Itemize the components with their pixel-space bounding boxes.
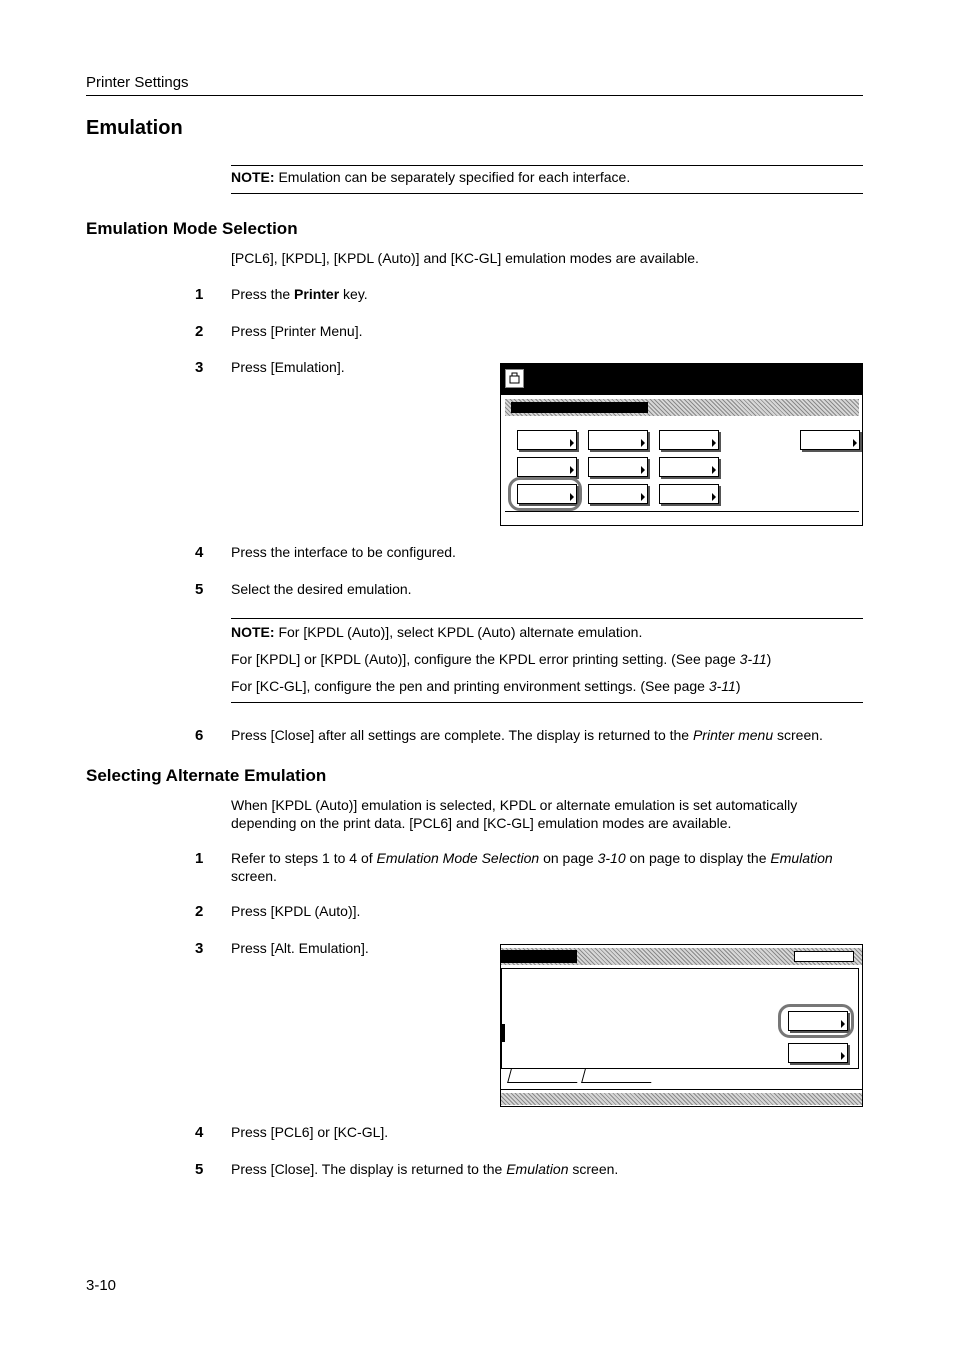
screen-title-label (501, 950, 577, 963)
section-heading-emulation-mode-selection: Emulation Mode Selection (86, 219, 298, 238)
note-box-1 (231, 165, 863, 194)
note-text: Emulation can be separately specified for each interface. (278, 169, 631, 185)
option-button[interactable] (788, 1043, 848, 1063)
step-number: 5 (195, 1161, 204, 1178)
page-number: 3-10 (86, 1277, 117, 1294)
step-number: 5 (195, 581, 204, 598)
menu-button[interactable] (588, 430, 648, 450)
step-text: Press the interface to be configured. (231, 544, 456, 560)
step-number: 3 (195, 940, 204, 957)
close-button[interactable] (794, 951, 854, 962)
step-text: Press [Emulation]. (231, 359, 345, 375)
section-intro: [PCL6], [KPDL], [KPDL (Auto)] and [KC-GL] emulation modes are available. (231, 250, 699, 266)
menu-title-label (511, 402, 648, 413)
step-number: 1 (195, 850, 204, 867)
step-number: 4 (195, 1124, 204, 1141)
menu-button[interactable] (517, 430, 577, 450)
step-number: 6 (195, 727, 204, 744)
step-text: Press [Close]. The display is returned to the Emulation screen. (231, 1161, 619, 1177)
printer-mode-icon (505, 369, 524, 388)
step-text: Press [Alt. Emulation]. (231, 940, 369, 956)
step-number: 2 (195, 903, 204, 920)
step-number: 1 (195, 286, 204, 303)
note-line: For [KPDL] or [KPDL (Auto)], configure the KPDL error printing setting. (See page 3-11) (231, 651, 772, 667)
section-intro: When [KPDL (Auto)] emulation is selected, KPDL or alternate emulation is set automatically depending on the print data. [PCL6] and [KC-GL] emulation modes are available. (231, 797, 798, 831)
step-number: 3 (195, 359, 204, 376)
tab[interactable] (507, 1069, 581, 1083)
emulation-screen (500, 944, 863, 1107)
tab[interactable] (581, 1069, 655, 1083)
screen-divider (501, 1089, 862, 1090)
screen-divider (505, 511, 859, 512)
step-text: Refer to steps 1 to 4 of Emulation Mode Selection on page 3-10 on page to display the Emulation screen. (231, 850, 833, 884)
close-button[interactable] (800, 430, 860, 450)
note-line: For [KPDL (Auto)], select KPDL (Auto) alternate emulation. (278, 624, 643, 640)
step-text: Press the Printer key. (231, 286, 368, 302)
menu-button[interactable] (659, 484, 719, 504)
note-label: NOTE: (231, 624, 275, 640)
menu-button[interactable] (517, 457, 577, 477)
page-title: Emulation (86, 117, 183, 139)
step-number: 4 (195, 544, 204, 561)
screen-title-bar (501, 364, 862, 395)
menu-button[interactable] (659, 457, 719, 477)
menu-button[interactable] (588, 484, 648, 504)
menu-button[interactable] (659, 430, 719, 450)
selection-marker (501, 1024, 505, 1042)
status-bar (501, 1093, 862, 1105)
step-text: Press [PCL6] or [KC-GL]. (231, 1124, 389, 1140)
printer-menu-screen (500, 363, 863, 526)
running-header: Printer Settings (86, 74, 189, 91)
step-text: Press [KPDL (Auto)]. (231, 903, 361, 919)
header-divider (86, 95, 863, 96)
step-text: Press [Close] after all settings are complete. The display is returned to the Printer menu screen. (231, 727, 823, 743)
step-text: Select the desired emulation. (231, 581, 412, 597)
menu-button[interactable] (588, 457, 648, 477)
step-text: Press [Printer Menu]. (231, 323, 363, 339)
note-box-2 (231, 618, 863, 703)
section-heading-selecting-alternate-emulation: Selecting Alternate Emulation (86, 766, 327, 785)
note-line: For [KC-GL], configure the pen and printing environment settings. (See page 3-11) (231, 678, 741, 694)
step-number: 2 (195, 323, 204, 340)
highlight-circle (778, 1004, 854, 1038)
note-label: NOTE: (231, 169, 275, 185)
highlight-circle (508, 477, 582, 511)
